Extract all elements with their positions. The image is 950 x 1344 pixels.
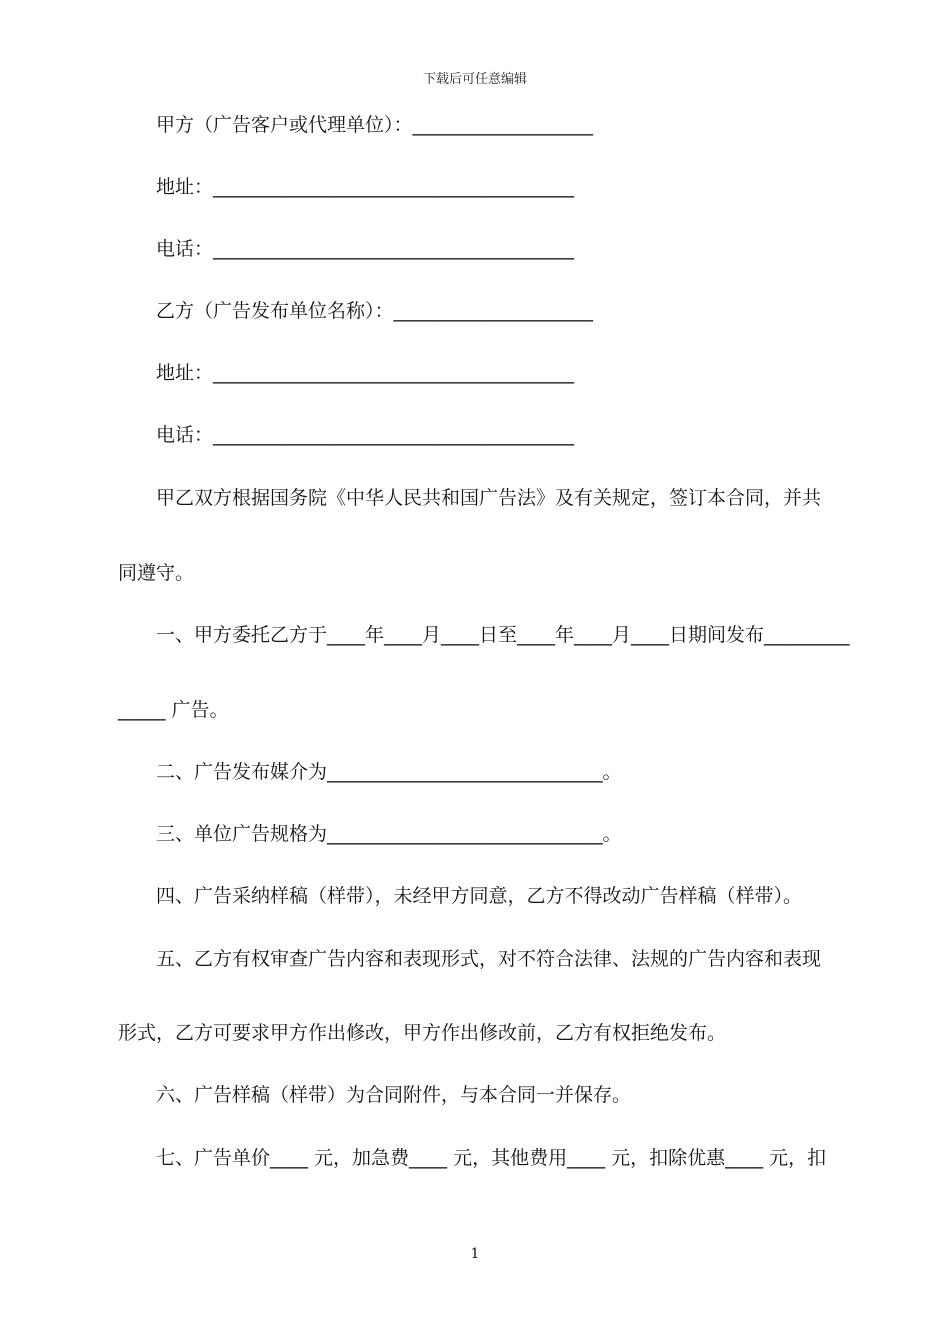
- page-number: 1: [470, 1246, 480, 1262]
- clause-2: 二、广告发布媒介为_____________________________。: [156, 761, 622, 783]
- preamble-line-1: 甲乙双方根据国务院《中华人民共和国广告法》及有关规定，签订本合同，并共: [156, 487, 822, 509]
- party-a-label: 甲方（广告客户或代理单位）：___________________: [156, 114, 594, 136]
- party-b-label: 乙方（广告发布单位名称）：_____________________: [156, 300, 594, 322]
- clause-7-line-1: 七、广告单价____ 元，加急费____ 元，其他费用____ 元，扣除优惠____ 元，扣: [156, 1147, 827, 1169]
- clause-4: 四、广告采纳样稿（样带），未经甲方同意，乙方不得改动广告样稿（样带）。: [156, 885, 803, 907]
- clause-5-line-1: 五、乙方有权审查广告内容和表现形式，对不符合法律、法规的广告内容和表现: [156, 948, 822, 970]
- clause-1-line-2: _____ 广告。: [118, 699, 229, 721]
- clause-1-line-1: 一、甲方委托乙方于____年____月____日至____年____月____日期间发布_________: [156, 624, 850, 646]
- clause-6: 六、广告样稿（样带）为合同附件，与本合同一并保存。: [156, 1084, 632, 1106]
- party-a-address: 地址：______________________________________: [156, 176, 575, 198]
- header-note: 下载后可任意编辑: [422, 72, 527, 87]
- preamble-line-2: 同遵守。: [118, 562, 195, 584]
- clause-3: 三、单位广告规格为_____________________________。: [156, 823, 622, 845]
- party-a-phone: 电话：______________________________________: [156, 238, 575, 260]
- clause-5-line-2: 形式，乙方可要求甲方作出修改，甲方作出修改前，乙方有权拒绝发布。: [118, 1022, 727, 1044]
- party-b-phone: 电话：______________________________________: [156, 424, 575, 446]
- party-b-address: 地址：______________________________________: [156, 362, 575, 384]
